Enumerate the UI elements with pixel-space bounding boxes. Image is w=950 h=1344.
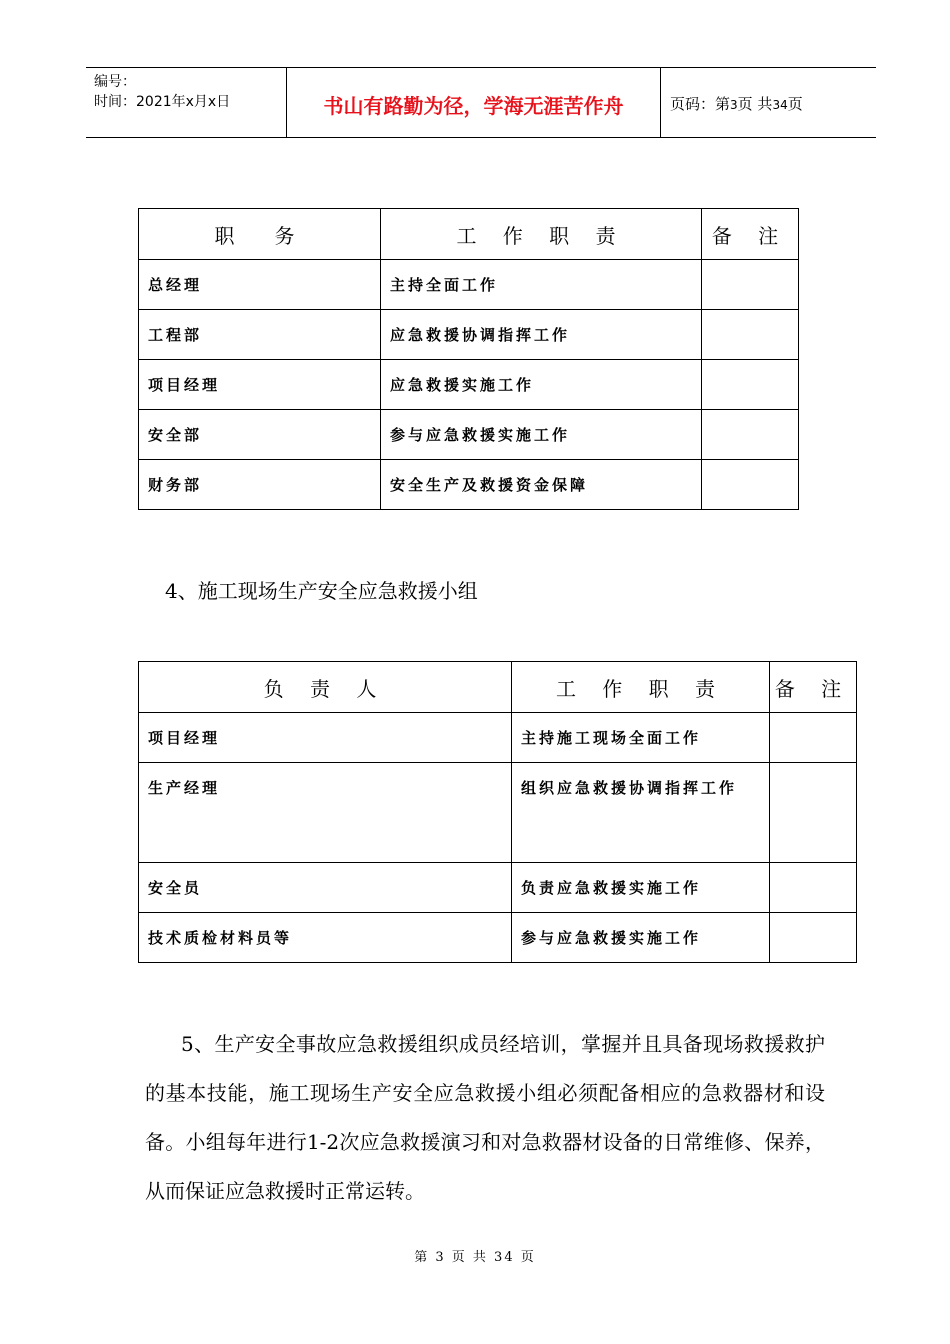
table-cell: 安全员 xyxy=(139,863,512,913)
serial-label: 编号： xyxy=(94,74,136,90)
header-motto: 书山有路勤为径，学海无涯苦作舟 xyxy=(323,94,624,118)
table-cell: 应急救援协调指挥工作 xyxy=(381,310,702,360)
section-heading: 4、施工现场生产安全应急救援小组 xyxy=(165,579,478,603)
table-cell xyxy=(702,310,799,360)
table-cell xyxy=(770,863,857,913)
table-row xyxy=(139,260,799,310)
table-cell: 组织应急救援协调指挥工作 xyxy=(512,763,770,863)
table-cell xyxy=(702,410,799,460)
table-cell: 应急救援实施工作 xyxy=(381,360,702,410)
rescue-team-table xyxy=(138,661,857,963)
table-cell: 财务部 xyxy=(139,460,381,510)
header-divider xyxy=(660,68,661,137)
header-page-info xyxy=(670,93,803,114)
table-cell: 安全生产及救援资金保障 xyxy=(381,460,702,510)
column-header: 工 作 职 责 xyxy=(381,209,702,260)
page-footer: 第 3 页 共 34 页 xyxy=(414,1250,536,1265)
table-row xyxy=(139,863,857,913)
page-suffix: 页 xyxy=(787,95,803,113)
paragraph-5: 5、生产安全事故应急救援组织成员经培训，掌握并且具备现场救援救护的基本技能，施工现场生产安全应急救援小组必须配备相应的急救器材和设备。小组每年进行1-2次应急救援演习和对急救器材设备的日常维修、保养，从而保证应急救援时正常运转。 xyxy=(145,1032,825,1203)
table-row xyxy=(139,460,799,510)
table-cell: 参与应急救援实施工作 xyxy=(512,913,770,963)
column-header: 备 注 xyxy=(702,209,799,260)
table-row xyxy=(139,713,857,763)
column-header: 负 责 人 xyxy=(139,662,512,713)
page-current: 3 xyxy=(730,98,738,112)
table-cell: 负责应急救援实施工作 xyxy=(512,863,770,913)
table-row xyxy=(139,763,857,863)
table-row xyxy=(139,410,799,460)
table-cell: 安全部 xyxy=(139,410,381,460)
page-header xyxy=(86,67,876,138)
column-header: 职 务 xyxy=(139,209,381,260)
table-cell: 项目经理 xyxy=(139,360,381,410)
table-cell xyxy=(770,763,857,863)
table-cell xyxy=(702,460,799,510)
table-cell xyxy=(770,713,857,763)
table-cell: 总经理 xyxy=(139,260,381,310)
page-total: 34 xyxy=(772,98,788,112)
duty-table xyxy=(138,208,799,510)
time-label: 时间：2021年x月x日 xyxy=(94,94,231,110)
table-row xyxy=(139,360,799,410)
table-cell: 主持全面工作 xyxy=(381,260,702,310)
table-header-row xyxy=(139,662,857,713)
table-cell: 技术质检材料员等 xyxy=(139,913,512,963)
table-cell xyxy=(702,260,799,310)
table-row xyxy=(139,913,857,963)
table-cell xyxy=(702,360,799,410)
table-cell: 生产经理 xyxy=(139,763,512,863)
column-header: 备 注 xyxy=(770,662,857,713)
column-header: 工 作 职 责 xyxy=(512,662,770,713)
page-middle: 页 共 xyxy=(737,95,773,113)
table-cell: 主持施工现场全面工作 xyxy=(512,713,770,763)
table-cell: 工程部 xyxy=(139,310,381,360)
page-prefix: 页码：第 xyxy=(670,95,731,113)
table-cell: 项目经理 xyxy=(139,713,512,763)
table-cell: 参与应急救援实施工作 xyxy=(381,410,702,460)
table-cell xyxy=(770,913,857,963)
header-meta xyxy=(94,72,230,112)
table-row xyxy=(139,310,799,360)
table-header-row xyxy=(139,209,799,260)
